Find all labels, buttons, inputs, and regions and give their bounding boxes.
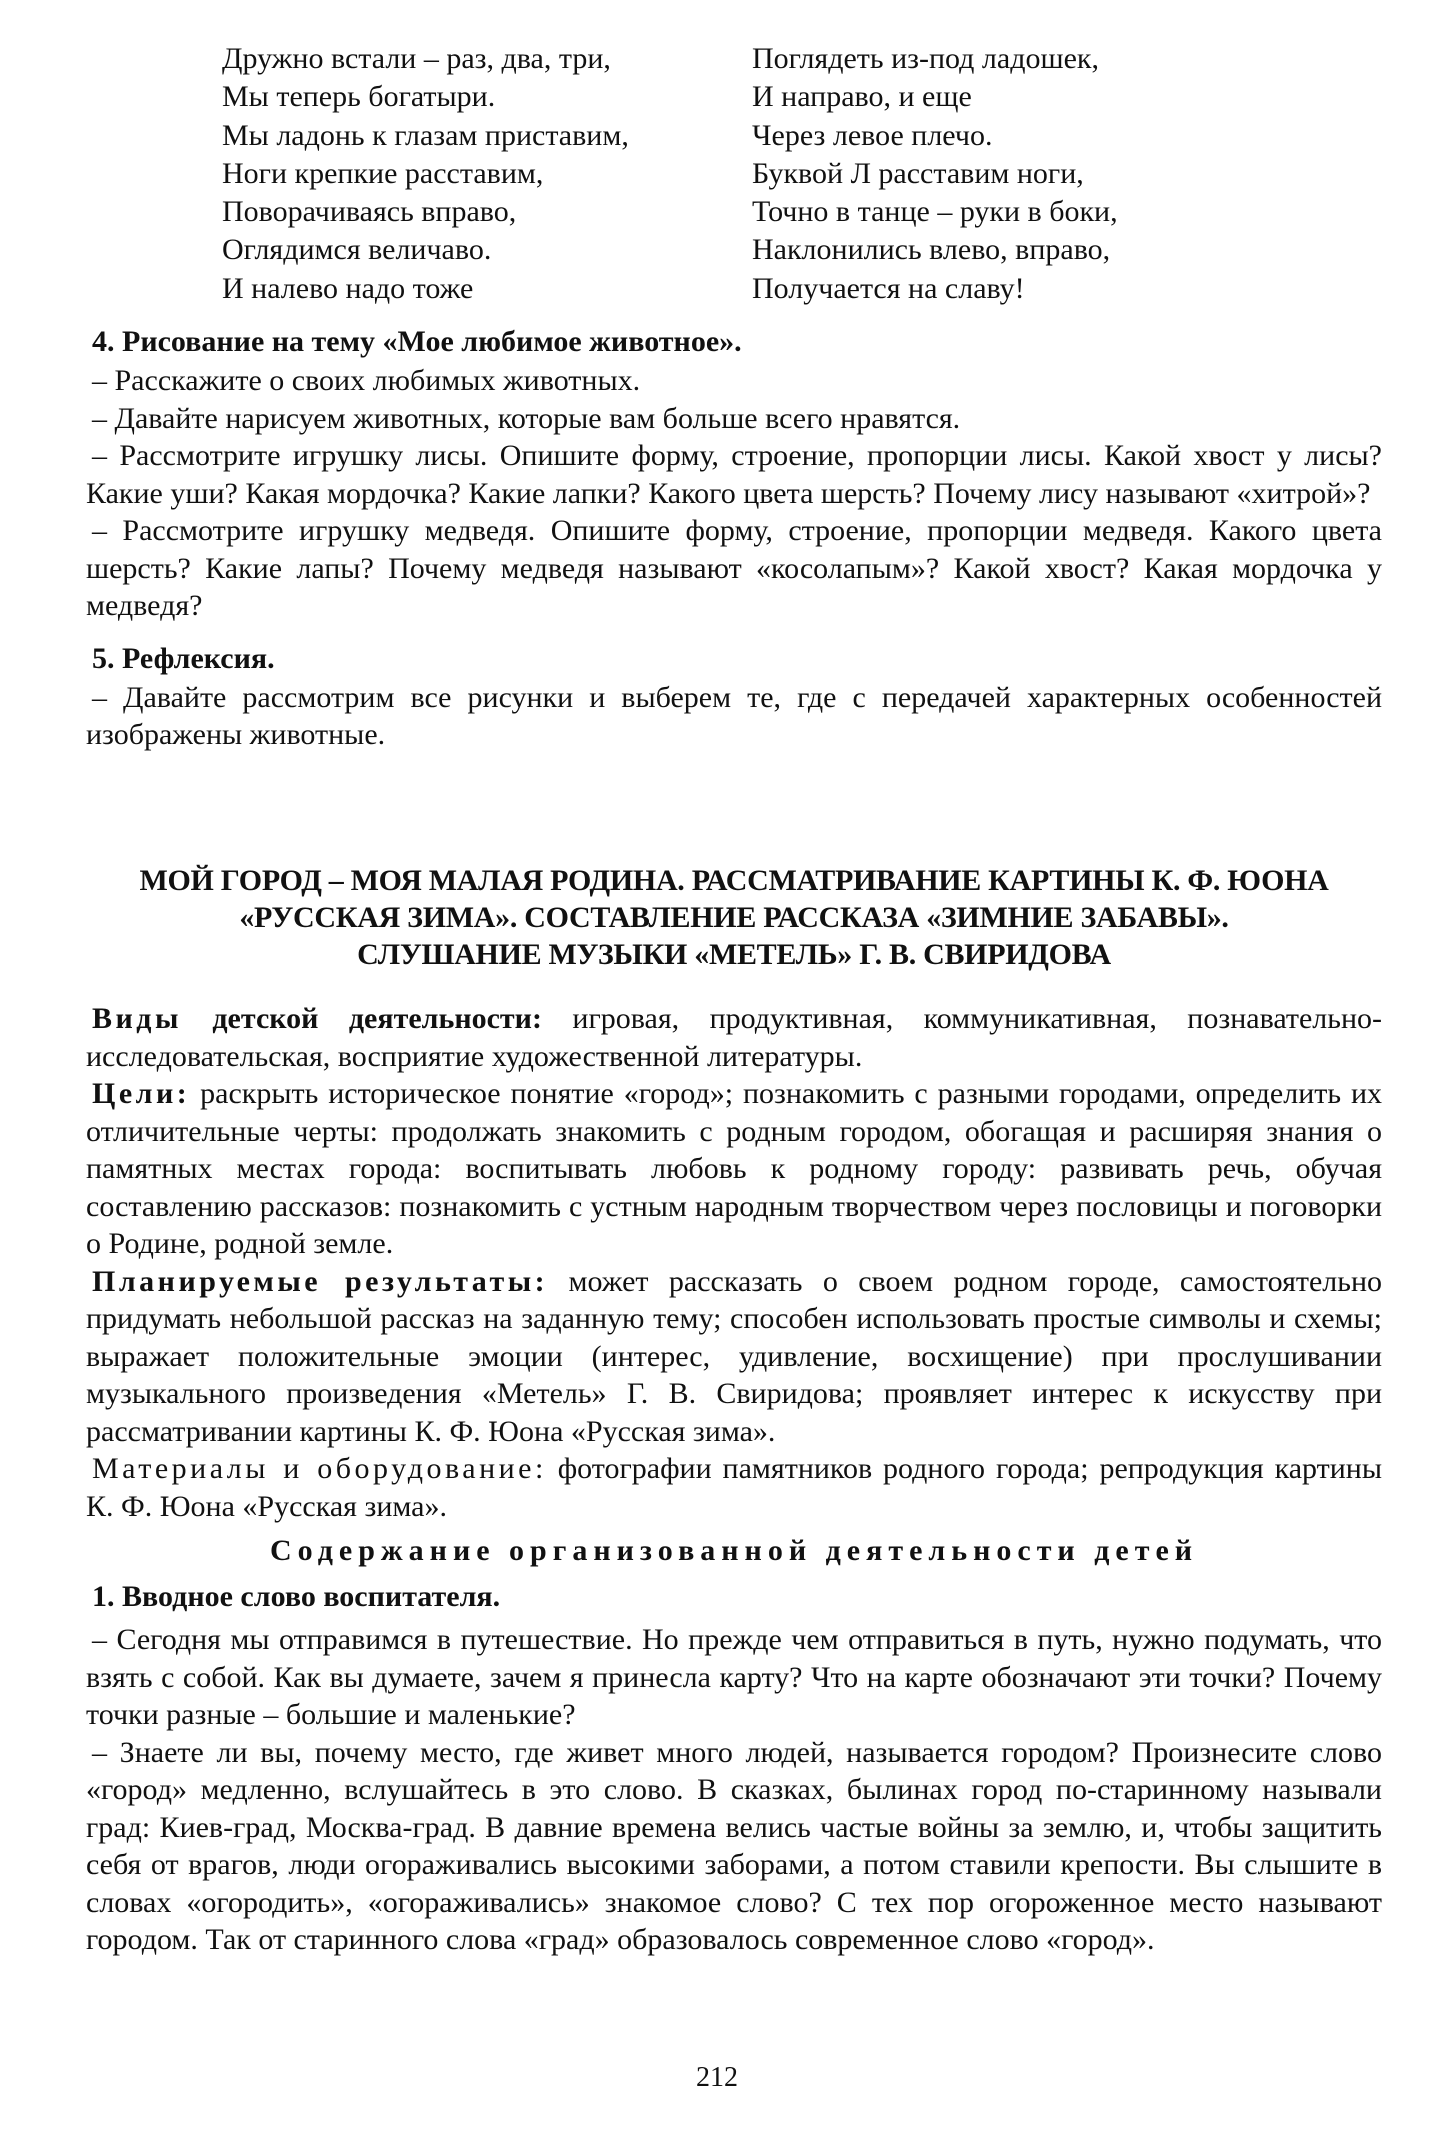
paragraph: – Давайте нарисуем животных, которые вам больше всего нравятся. xyxy=(92,401,961,435)
title-line: «РУССКАЯ ЗИМА». СОСТАВЛЕНИЕ РАССКАЗА «ЗИМНИЕ ЗАБАВЫ». xyxy=(239,901,1229,934)
results-paragraph xyxy=(86,1263,1382,1451)
poem-line: Дружно встали – раз, два, три, xyxy=(222,42,611,75)
activities-text: игровая, продуктивная, коммуникативная, познавательно-исследовательская, восприятие художественной литературы. xyxy=(86,1002,1382,1073)
poem-line: И направо, и еще xyxy=(752,80,972,114)
section-heading: 1. Вводное слово воспитателя. xyxy=(92,1580,501,1613)
poem-column-right xyxy=(752,40,1118,308)
results-text: может рассказать о своем родном городе, самостоятельно придумать небольшой рассказ на заданную тему; способен использовать простые символы и схемы; выражает положительные эмоции (интерес, удивление, восхищение) при прослушивании музыкального произведения «Метель» Г. В. Свиридова; проявляет интерес к искусству при рассматривании картины К. Ф. Юона «Русская зима». xyxy=(86,1264,1382,1448)
activities-label: Виды xyxy=(92,1002,182,1035)
materials-text: фотографии памятников родного города; репродукция картины К. Ф. Юона «Русская зима». xyxy=(86,1452,1383,1523)
goals-paragraph xyxy=(86,1075,1382,1263)
page-number: 212 xyxy=(696,2062,738,2093)
section-heading: 4. Рисование на тему «Мое любимое животное». xyxy=(92,325,742,358)
poem-line: И налево надо тоже xyxy=(222,271,474,305)
poem-line: Поглядеть из-под ладошек, xyxy=(752,42,1099,75)
section-heading: 5. Рефлексия. xyxy=(92,641,275,675)
poem-line: Ноги крепкие расставим, xyxy=(222,156,544,190)
poem-line: Наклонились влево, вправо, xyxy=(752,233,1111,267)
paragraph: – Расскажите о своих любимых животных. xyxy=(92,364,641,397)
activities-label-rest: детской деятельности: xyxy=(212,1002,542,1035)
paragraph: – Рассмотрите игрушку лисы. Опишите форму, строение, пропорции лисы. Какой хвост у лисы? Какие уши? Какая мордочка? Какие лапки? Какого цвета шерсть? Почему лису называют «хитрой»? xyxy=(86,439,1382,510)
title-line: СЛУШАНИЕ МУЗЫКИ «МЕТЕЛЬ» Г. В. СВИРИДОВА xyxy=(357,938,1111,971)
poem-line: Получается на славу! xyxy=(752,271,1025,305)
poem-line: Поворачиваясь вправо, xyxy=(222,195,517,229)
goals-text: раскрыть историческое понятие «город»; познакомить с разными городами, определить их отличительные черты: продолжать знакомить с родным городом, обогащая и расширяя знания о памятных местах города: воспитывать любовь к родному городу: развивать речь, обучая составлению рассказов: познакомить с устным народным творчеством через пословицы и поговорки о Родине, родной земле. xyxy=(86,1077,1383,1260)
results-label: Планируемые результаты: xyxy=(92,1264,549,1298)
goals-label: Цели: xyxy=(92,1077,191,1110)
section-drawing xyxy=(86,322,1382,754)
poem-line: Через левое плечо. xyxy=(752,118,993,152)
poem xyxy=(222,40,1222,308)
lesson-body xyxy=(86,1000,1382,1959)
lesson-title xyxy=(86,862,1382,973)
materials-label: Материалы и оборудование: xyxy=(92,1452,547,1485)
poem-line: Буквой Л расставим ноги, xyxy=(752,156,1084,190)
poem-column-left xyxy=(222,40,752,308)
content-heading: Содержание организованной деятельности детей xyxy=(269,1534,1199,1567)
paragraph: – Сегодня мы отправимся в путешествие. Но прежде чем отправиться в путь, нужно подумать, что взять с собой. Как вы думаете, зачем я принесла карту? Что на карте обозначают эти точки? Почему точки разные – большие и маленькие? xyxy=(86,1623,1382,1731)
paragraph: – Давайте рассмотрим все рисунки и выберем те, где с передачей характерных особенностей изображены животные. xyxy=(86,680,1382,751)
title-line: МОЙ ГОРОД – МОЯ МАЛАЯ РОДИНА. РАССМАТРИВАНИЕ КАРТИНЫ К. Ф. ЮОНА xyxy=(139,864,1329,897)
poem-line: Мы ладонь к глазам приставим, xyxy=(222,118,629,152)
poem-line: Точно в танце – руки в боки, xyxy=(752,195,1118,229)
spacer xyxy=(86,625,1382,639)
materials-paragraph xyxy=(86,1450,1382,1525)
activities-paragraph xyxy=(86,1000,1382,1075)
paragraph: – Рассмотрите игрушку медведя. Опишите форму, строение, пропорции медведя. Какого цвета шерсть? Какие лапы? Почему медведя называют «косолапым»? Какой хвост? Какая мордочка у медведя? xyxy=(86,514,1382,622)
poem-line: Оглядимся величаво. xyxy=(222,233,492,267)
paragraph: – Знаете ли вы, почему место, где живет много людей, называется городом? Произнесите слово «город» медленно, вслушайтесь в это слово. В сказках, былинах город по-старинному называли град: Киев-град, Москва-град. В давние времена велись частые войны за землю, и, чтобы защитить себя от врагов, люди огораживались высокими заборами, а потом ставили крепости. Вы слышите в словах «огородить», «огораживались» знакомое слово? С тех пор огороженное место называют городом. Так от старинного слова «град» образовалось современное слово «город». xyxy=(86,1735,1382,1956)
poem-line: Мы теперь богатыри. xyxy=(222,80,496,114)
